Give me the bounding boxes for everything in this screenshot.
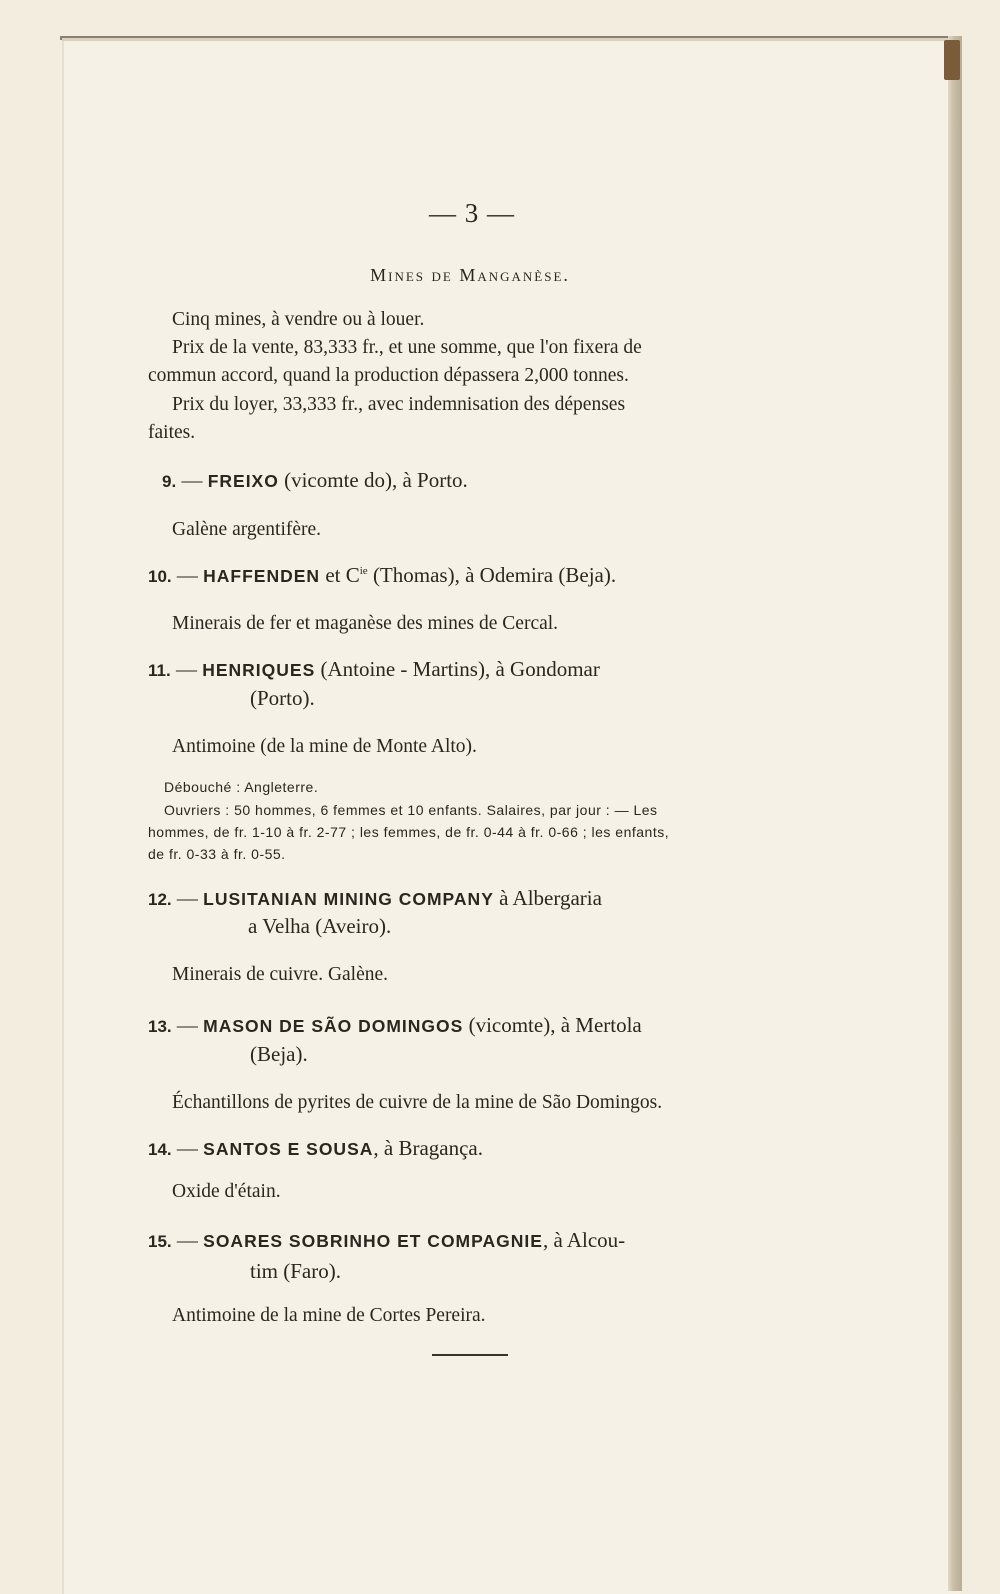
closing-rule — [432, 1354, 508, 1356]
entry-15-continuation: tim (Faro). — [250, 1259, 341, 1283]
intro-line-4: Prix du loyer, 33,333 fr., avec indemnisation des dépenses — [172, 394, 626, 415]
entry-dash: — — [176, 1136, 198, 1160]
entry-location: (vicomte), à Mertola — [468, 1013, 642, 1037]
entry-name: SANTOS E SOUSA — [203, 1139, 374, 1159]
entry-14-heading — [148, 1136, 483, 1161]
intro-line-5: faites. — [148, 422, 196, 443]
entry-company-superscript: ie — [359, 565, 368, 577]
intro-line-3: commun accord, quand la production dépassera 2,000 tonnes. — [148, 365, 629, 386]
entry-name: HAFFENDEN — [203, 566, 321, 586]
entry-15-heading — [148, 1228, 625, 1253]
entry-location: (vicomte do), à Porto. — [284, 468, 468, 492]
entry-15-description: Antimoine de la mine de Cortes Pereira. — [172, 1305, 486, 1326]
entry-dash: — — [176, 1228, 198, 1252]
entry-10-heading — [148, 563, 616, 588]
entry-dash: — — [176, 563, 198, 587]
entry-12-continuation: a Velha (Aveiro). — [248, 914, 392, 938]
entry-13-heading — [148, 1013, 642, 1038]
entry-number: 15. — [148, 1232, 172, 1251]
intro-line-1: Cinq mines, à vendre ou à louer. — [172, 309, 425, 330]
entry-number: 11. — [148, 661, 171, 680]
entry-name: LUSITANIAN MINING COMPANY — [203, 889, 494, 909]
entry-11-note-4: de fr. 0-33 à fr. 0-55. — [148, 846, 286, 862]
entry-11-note-2: Ouvriers : 50 hommes, 6 femmes et 10 enfants. Salaires, par jour : — Les — [164, 802, 658, 818]
entry-9-description: Galène argentifère. — [172, 519, 322, 540]
entry-11-heading — [148, 657, 600, 682]
entry-11-continuation: (Porto). — [250, 686, 315, 710]
entry-number: 13. — [148, 1017, 172, 1036]
entry-dash: — — [176, 1013, 198, 1037]
intro-line-2: Prix de la vente, 83,333 fr., et une somme, que l'on fixera de — [172, 337, 642, 358]
entry-location: (Thomas), à Odemira (Beja). — [372, 563, 617, 587]
page-fore-edge — [948, 36, 962, 1591]
entry-9-heading — [162, 468, 468, 493]
entry-13-continuation: (Beja). — [250, 1042, 308, 1066]
entry-location: à Albergaria — [499, 886, 602, 910]
section-heading: Mines de Manganèse. — [370, 265, 570, 285]
entry-11-description: Antimoine (de la mine de Monte Alto). — [172, 736, 477, 757]
entry-12-description: Minerais de cuivre. Galène. — [172, 964, 389, 985]
entry-dash: — — [176, 886, 198, 910]
entry-name: FREIXO — [207, 471, 279, 491]
entry-name: HENRIQUES — [202, 660, 316, 680]
entry-11-note-3: hommes, de fr. 1-10 à fr. 2-77 ; les femmes, de fr. 0-44 à fr. 0-66 ; les enfants, — [148, 824, 670, 840]
page-number: — 3 — — [429, 198, 515, 228]
entry-12-heading — [148, 886, 602, 911]
bookmark-tab — [944, 40, 960, 80]
entry-14-description: Oxide d'étain. — [172, 1181, 281, 1202]
entry-location: , à Bragança. — [373, 1136, 483, 1160]
entry-name: MASON DE SÃO DOMINGOS — [203, 1016, 464, 1036]
entry-location: , à Alcou- — [542, 1228, 626, 1252]
entry-number: 10. — [148, 567, 172, 586]
entry-company-suffix: et C — [325, 563, 360, 587]
entry-10-description: Minerais de fer et maganèse des mines de Cercal. — [172, 613, 559, 634]
entry-number: 9. — [162, 472, 177, 491]
entry-dash: — — [181, 468, 203, 492]
entry-number: 12. — [148, 890, 172, 909]
entry-location: (Antoine - Martins), à Gondomar — [320, 657, 600, 681]
entry-13-description: Échantillons de pyrites de cuivre de la mine de São Domingos. — [172, 1092, 663, 1113]
entry-number: 14. — [148, 1140, 172, 1159]
entry-dash: — — [175, 657, 197, 681]
entry-11-note-1: Débouché : Angleterre. — [164, 779, 319, 795]
entry-name: SOARES SOBRINHO ET COMPAGNIE — [203, 1231, 543, 1251]
